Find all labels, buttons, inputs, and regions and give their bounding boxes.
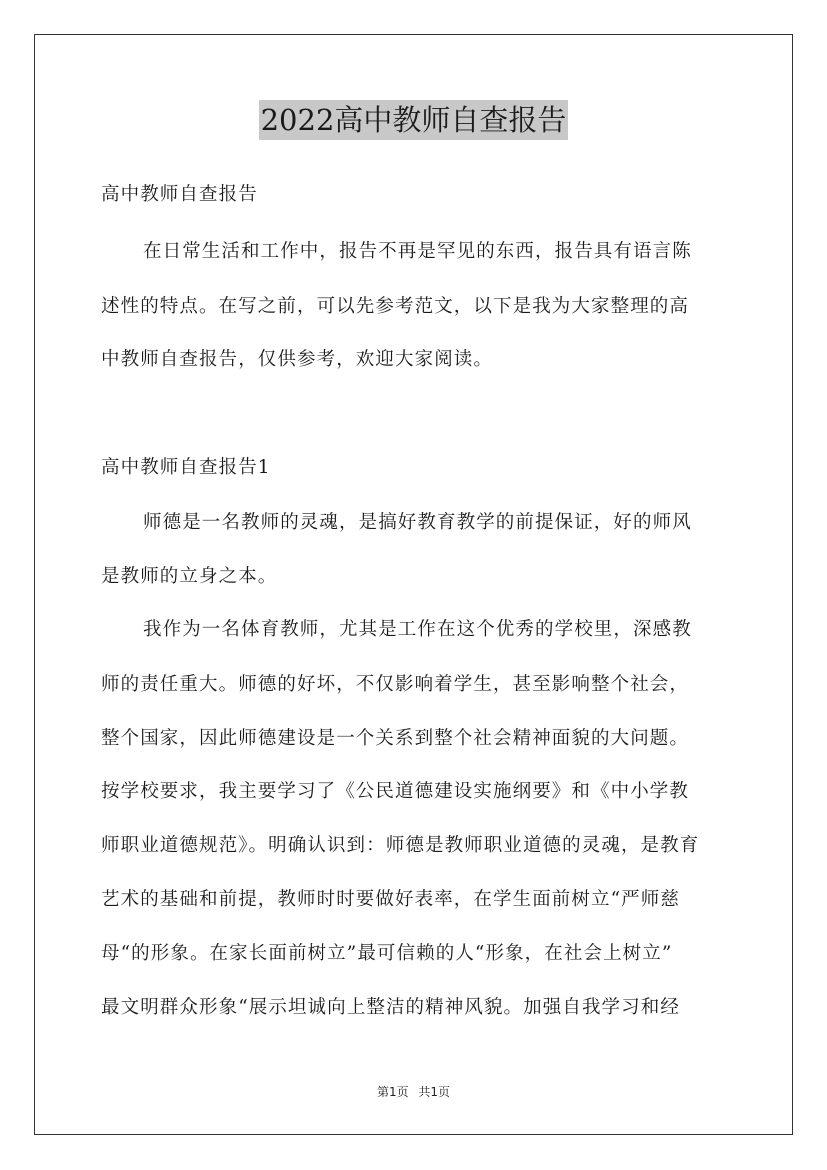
page-footer <box>0 1083 827 1100</box>
paragraph-line: 按学校要求，我主要学习了《公民道德建设实施纲要》和《中小学教 <box>101 781 690 802</box>
paragraph-line: 整个国家，因此师德建设是一个关系到整个社会精神面貌的大问题。 <box>101 728 690 749</box>
section-heading: 高中教师自查报告1 <box>101 457 271 478</box>
paragraph-line: 最文明群众形象“展示坦诚向上整洁的精神风貌。加强自我学习和经 <box>101 997 680 1018</box>
paragraph-line: 师德是一名教师的灵魂，是搞好教育教学的前提保证，好的师风 <box>143 512 692 533</box>
page-total: 共1页 <box>418 1085 451 1099</box>
paragraph-line: 师职业道德规范》。明确认识到：师德是教师职业道德的灵魂，是教育 <box>101 835 700 856</box>
document-subtitle: 高中教师自查报告 <box>101 184 258 205</box>
intro-line: 述性的特点。在写之前，可以先参考范文，以下是我为大家整理的高 <box>101 296 690 317</box>
paragraph-line: 母“的形象。在家长面前树立”最可信赖的人“形象，在社会上树立” <box>101 943 673 964</box>
page-number: 第1页 <box>376 1085 409 1099</box>
paragraph-line: 是教师的立身之本。 <box>101 566 278 587</box>
document-title: 2022高中教师自查报告 <box>259 100 569 140</box>
paragraph-line: 师的责任重大。师德的好坏，不仅影响着学生，甚至影响整个社会， <box>101 674 690 695</box>
paragraph-line: 艺术的基础和前提，教师时时要做好表率，在学生面前树立“严师慈 <box>101 889 680 910</box>
paragraph-line: 我作为一名体育教师，尤其是工作在这个优秀的学校里，深感教 <box>143 619 692 640</box>
intro-line: 中教师自查报告，仅供参考，欢迎大家阅读。 <box>101 349 494 370</box>
title-container <box>0 100 827 140</box>
intro-line: 在日常生活和工作中，报告不再是罕见的东西，报告具有语言陈 <box>143 241 692 262</box>
